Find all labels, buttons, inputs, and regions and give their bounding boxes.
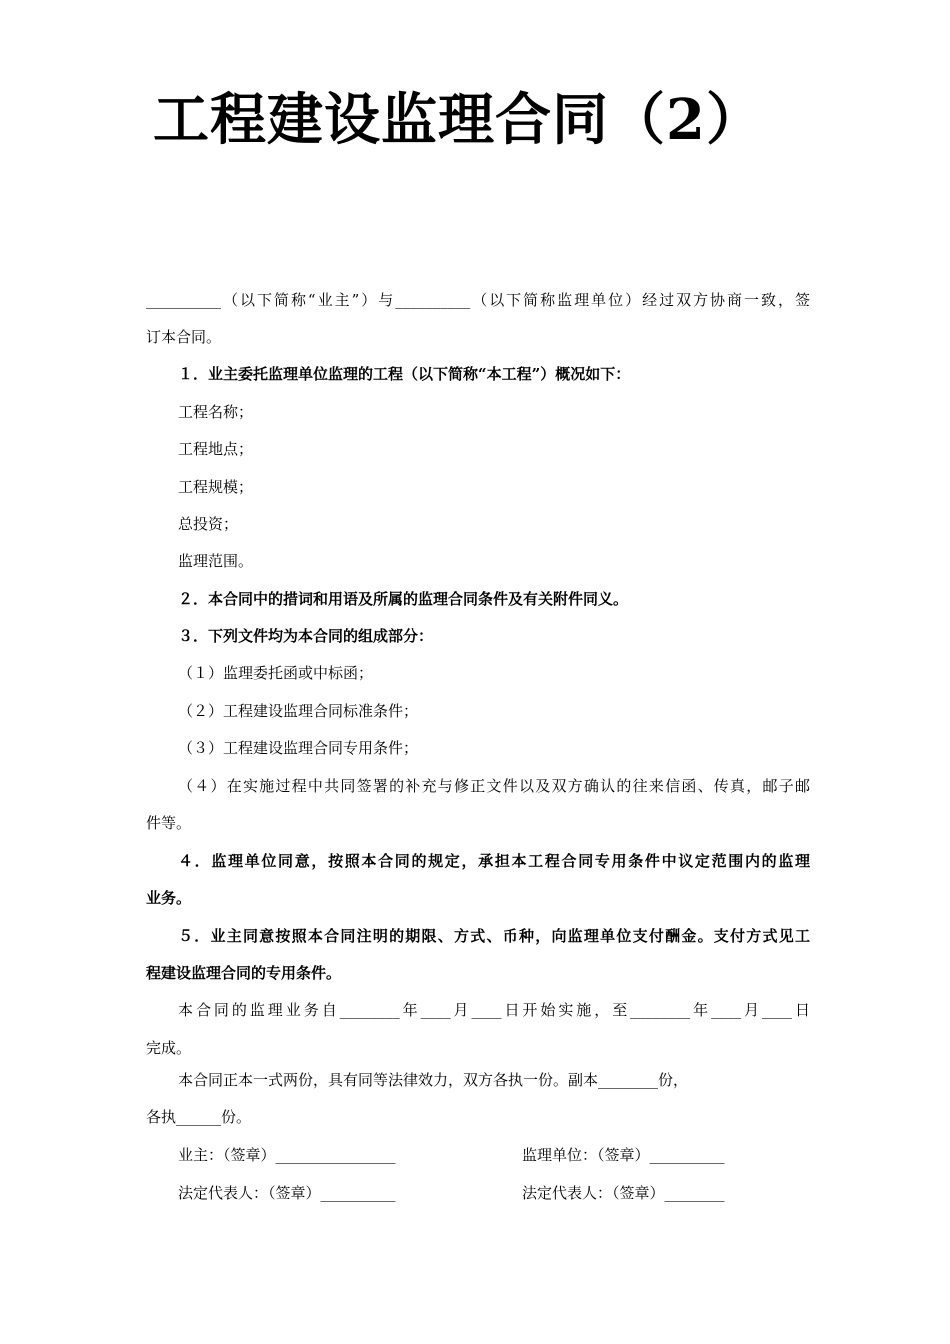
- owner-signature: 业主：（签章）________________: [178, 1146, 396, 1164]
- intro-line-2: 订本合同。: [146, 328, 222, 346]
- clause-3-heading: ３．下列文件均为本合同的组成部分：: [178, 627, 434, 645]
- clause-1-item: 监理范围。: [178, 552, 254, 570]
- clause-4-line-1: ４．监理单位同意，按照本合同的规定，承担本工程合同专用条件中议定范围内的监理: [178, 852, 810, 870]
- clause-4-line-2: 业务。: [146, 889, 192, 907]
- clause-3-item: （１）监理委托函或中标函；: [178, 664, 374, 682]
- period-line-1: 本合同的监理业务自________年____月____日开始实施，至________年____月____日: [178, 1001, 810, 1019]
- copies-line-1: 本合同正本一式两份，具有同等法律效力，双方各执一份。副本________份，: [178, 1071, 689, 1089]
- supervisor-signature: 监理单位：（签章）__________: [522, 1146, 725, 1164]
- owner-representative-signature: 法定代表人：（签章）__________: [178, 1184, 396, 1202]
- period-line-2: 完成。: [146, 1039, 192, 1057]
- clause-2-heading: ２．本合同中的措词和用语及所属的监理合同条件及有关附件同义。: [178, 590, 629, 608]
- clause-1-item: 工程规模；: [178, 478, 254, 496]
- supervisor-representative-signature: 法定代表人：（签章）________: [522, 1184, 725, 1202]
- clause-5-line-2: 程建设监理合同的专用条件。: [146, 964, 342, 982]
- copies-line-2: 各执______份。: [146, 1108, 252, 1126]
- clause-1-item: 工程名称；: [178, 403, 254, 421]
- clause-3-item: （２）工程建设监理合同标准条件；: [178, 702, 419, 720]
- clause-5-line-1: ５．业主同意按照本合同注明的期限、方式、币种，向监理单位支付酬金。支付方式见工: [178, 927, 810, 945]
- clause-1-item: 总投资；: [178, 515, 239, 533]
- clause-3-item-4-line-2: 件等。: [146, 814, 192, 832]
- document-title: 工程建设监理合同（2）: [153, 87, 763, 153]
- clause-3-item-4-line-1: （４）在实施过程中共同签署的补充与修正文件以及双方确认的往来信函、传真，邮子邮: [178, 777, 810, 795]
- clause-1-heading: １．业主委托监理单位监理的工程（以下简称“本工程”）概况如下：: [178, 365, 631, 383]
- clause-1-item: 工程地点；: [178, 440, 254, 458]
- intro-line-1: __________（以下简称“业主”）与__________（以下简称监理单位）经过双方协商一致，签: [146, 291, 810, 309]
- clause-3-item: （３）工程建设监理合同专用条件；: [178, 739, 419, 757]
